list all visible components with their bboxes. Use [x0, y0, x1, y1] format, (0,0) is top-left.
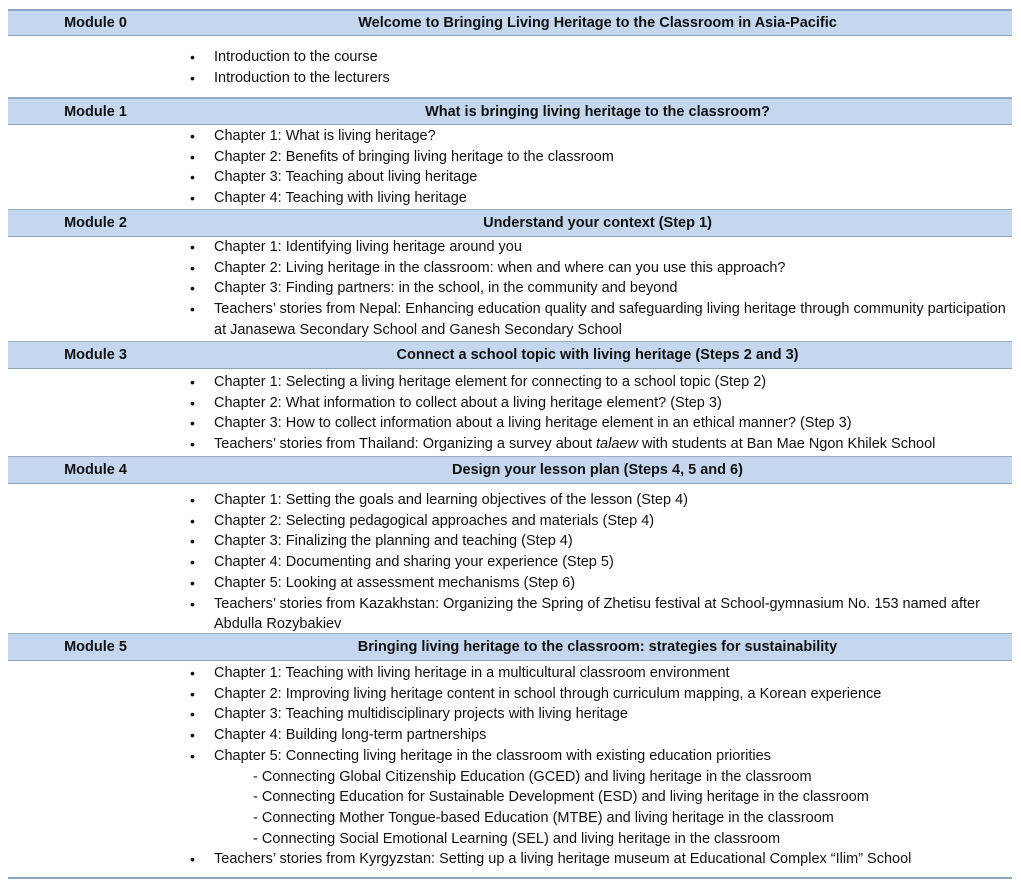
module-5-header	[8, 634, 1012, 661]
module-2-content	[8, 237, 1012, 342]
sub-list-item: - Connecting Global Citizenship Education (GCED) and living heritage in the classroom	[253, 768, 812, 785]
list-item: • Chapter 4: Teaching with living heritage	[8, 188, 1012, 209]
list-item: • Introduction to the course	[8, 47, 1012, 68]
list-item: • Chapter 3: Finalizing the planning and teaching (Step 4)	[8, 531, 1012, 552]
course-outline-table	[8, 9, 1012, 871]
module-5-list	[8, 663, 1012, 870]
sub-list-item: - Connecting Social Emotional Learning (SEL) and living heritage in the classroom	[253, 830, 781, 847]
list-item: • Chapter 1: Selecting a living heritage element for connecting to a school topic (Step 2)	[8, 372, 1012, 393]
list-item: • Chapter 4: Building long-term partnerships	[8, 725, 1012, 746]
list-item	[8, 434, 1012, 455]
list-item: • Teachers’ stories from Nepal: Enhancing education quality and safeguarding living heritage through community participation at Janasewa Secondary School and Ganesh Secondary School	[8, 299, 1012, 340]
sub-list-item: - Connecting Education for Sustainable Development (ESD) and living heritage in the classroom	[253, 789, 869, 806]
list-item: • Chapter 1: What is living heritage?	[8, 126, 1012, 147]
sub-list-item: - Connecting Mother Tongue-based Education (MTBE) and living heritage in the classroom	[253, 809, 834, 826]
module-title: Welcome to Bringing Living Heritage to the Classroom in Asia-Pacific	[358, 15, 837, 31]
list-item: • Chapter 3: Teaching about living heritage	[8, 167, 1012, 188]
list-item: • Chapter 1: Teaching with living heritage in a multicultural classroom environment	[8, 663, 1012, 684]
module-title: Bringing living heritage to the classroom: strategies for sustainability	[357, 639, 838, 655]
story-text-before: Teachers’ stories from Thailand: Organizing a survey about	[214, 436, 597, 453]
module-4-content	[8, 484, 1012, 634]
list-item: • Chapter 3: How to collect information about a living heritage element in an ethical manner? (Step 3)	[8, 413, 1012, 434]
table-bottom-border	[8, 877, 1012, 879]
module-4-header	[8, 457, 1012, 484]
module-label: Module 0	[64, 15, 127, 31]
list-item: • Chapter 3: Teaching multidisciplinary projects with living heritage	[8, 704, 1012, 725]
list-item: • Teachers’ stories from Kazakhstan: Organizing the Spring of Zhetisu festival at School-gymnasium No. 153 named after Abdulla Rozybakiev	[8, 594, 1012, 635]
module-0-list	[8, 47, 1012, 88]
module-title: Understand your context (Step 1)	[483, 215, 712, 231]
module-label: Module 5	[64, 639, 127, 655]
module-title: What is bringing living heritage to the classroom?	[425, 103, 770, 120]
list-item: • Chapter 1: Setting the goals and learning objectives of the lesson (Step 4)	[8, 490, 1012, 511]
module-3-list	[8, 372, 1012, 455]
list-item: • Chapter 5: Looking at assessment mechanisms (Step 6)	[8, 573, 1012, 594]
module-2-list	[8, 237, 1012, 341]
story-text-italic: talaew	[596, 436, 638, 453]
module-4-list	[8, 490, 1012, 635]
list-item: • Chapter 1: Identifying living heritage around you	[8, 237, 1012, 258]
list-item: • Chapter 2: Living heritage in the classroom: when and where can you use this approach?	[8, 258, 1012, 279]
list-item: • Chapter 2: Selecting pedagogical approaches and materials (Step 4)	[8, 511, 1012, 532]
module-label: Module 2	[64, 215, 127, 231]
list-item: • Chapter 4: Documenting and sharing your experience (Step 5)	[8, 552, 1012, 573]
module-3-content	[8, 369, 1012, 457]
list-item: • Introduction to the lecturers	[8, 68, 1012, 89]
module-2-header	[8, 210, 1012, 237]
list-item: • Chapter 2: What information to collect about a living heritage element? (Step 3)	[8, 393, 1012, 414]
module-title: Design your lesson plan (Steps 4, 5 and 6)	[452, 462, 743, 478]
module-1-content	[8, 125, 1012, 210]
module-1-header	[8, 98, 1012, 125]
module-label: Module 4	[64, 462, 127, 478]
module-3-header	[8, 342, 1012, 369]
list-item: • Chapter 2: Benefits of bringing living heritage to the classroom	[8, 147, 1012, 168]
module-title: Connect a school topic with living heritage (Steps 2 and 3)	[396, 347, 799, 363]
story-text-after: with students at Ban Mae Ngon Khilek School	[637, 436, 936, 453]
list-item: • Teachers’ stories from Kyrgyzstan: Setting up a living heritage museum at Educational Complex “Ilim” School	[8, 849, 1012, 870]
list-item: • Chapter 3: Finding partners: in the school, in the community and beyond	[8, 278, 1012, 299]
list-item: • Chapter 2: Improving living heritage content in school through curriculum mapping, a Korean experience	[8, 684, 1012, 705]
module-label: Module 3	[64, 347, 127, 363]
module-5-content	[8, 661, 1012, 871]
module-0-header	[8, 9, 1012, 36]
module-0-content	[8, 36, 1012, 98]
module-1-list	[8, 126, 1012, 209]
module-label: Module 1	[64, 103, 127, 120]
list-item: • Chapter 5: Connecting living heritage in the classroom with existing education priorities	[8, 746, 1012, 767]
